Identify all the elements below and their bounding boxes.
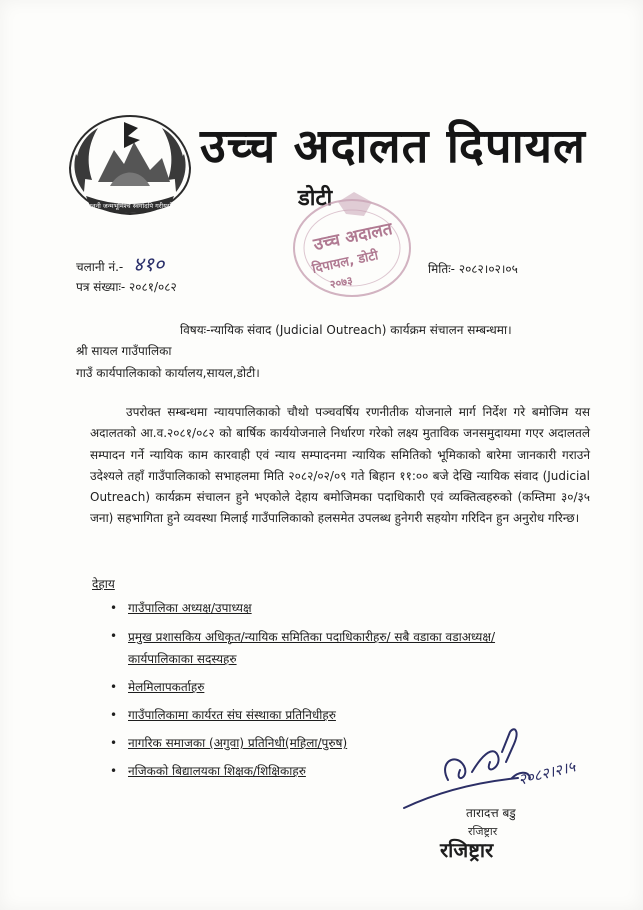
date-label: मितिः- (428, 262, 455, 276)
dispatch-number: ४१० (133, 252, 165, 276)
signature-date: २०८२।२।५ (516, 757, 578, 789)
letter-date (428, 260, 518, 277)
letter-label: पत्र संख्याः- (76, 280, 126, 294)
letter-number-row (76, 277, 177, 297)
reference-block (76, 254, 177, 297)
body-text: उपरोक्त सम्बन्धमा न्यायपालिकाको चौथो पञ्चवर्षिय रणनीतीक योजनाले मार्ग निर्देश गरे बमोजिम यस अदालतको आ.व.२०८१/०८२ को बार्षिक कार्ययोजनाले निर्धारण गरेको लक्ष्य मुताविक जनसमुदायमा गएर अदालतले सम्पादन गर्ने न्यायिक काम कारवाही एवं न्याय सम्पादनमा न्यायिक समितिको भूमिकाको बारेमा जानकारी गराउने उदेश्यले तहाँ गाउँपालिकाको सभाहलमा मिति २०८२/०२/०९ गते बिहान ११:०० बजे देखि न्यायिक संवाद (Judicial Outreach) कार्यक्रम संचालन हुने भएकोले देहाय बमोजिमका पदाधिकारी एवं व्यक्तित्वहरुको (कम्तिमा ३०/३५ जना) सहभागिता हुने व्यवस्था मिलाई गाउँपालिकाको हलसमेत उपलब्ध हुनेगरी सहयोग गरिदिन हुन अनुरोध गरिन्छ। (90, 405, 590, 526)
list-item: • गाउँपालिका अध्यक्ष/उपाध्यक्ष (110, 598, 498, 619)
signer-title: रजिष्ट्रार (440, 838, 494, 862)
body-paragraph (90, 402, 590, 530)
nepal-emblem-icon (58, 108, 202, 220)
list-item: • नागरिक समाजका (अगुवा) प्रतिनिधी(महिला/पुरुष) (110, 733, 498, 754)
district-name: डोटी (298, 186, 333, 211)
bullet-icon: • (110, 680, 118, 694)
cc-label: देहाय (92, 577, 115, 591)
addressee-line-2: गाउँ कार्यपालिकाको कार्यालय,सायल,डोटी। (76, 366, 260, 380)
seal-line-1: उच्च अदालत (311, 219, 395, 256)
court-title: उच्च अदालत दिपायल (200, 119, 586, 174)
bullet-icon: • (110, 629, 118, 643)
seal-line-2: दिपायल, डोटी (310, 248, 380, 277)
dispatch-label: चलानी नं.- (76, 260, 124, 274)
bullet-icon: • (110, 764, 118, 778)
list-item: • गाउँपालिकामा कार्यरत संघ संस्थाका प्रतिनिधीहरु (110, 705, 498, 726)
date-value: २०८२।०२।०५ (458, 262, 518, 276)
bullet-icon: • (110, 736, 118, 750)
letter-number: २०८१/०८२ (129, 280, 177, 294)
official-seal-stamp (282, 188, 422, 308)
emblem-motto: जननी जन्मभूमिश्च स्वर्गादपि गरीयसी (87, 202, 173, 210)
list-item: • नजिकको बिद्यालयका शिक्षक/शिक्षिकाहरु (110, 761, 498, 782)
subject-line: विषयः-न्यायिक संवाद (Judicial Outreach) कार्यक्रम संचालन सम्बन्धमा। (180, 323, 512, 337)
list-item: • प्रमुख प्रशासकिय अधिकृत/न्यायिक समितिका पदाधिकारीहरु/ सबै वडाका वडाअध्यक्ष/कार्यपालिकाका सदस्यहरु (110, 626, 498, 670)
seal-line-3: २०७३ (328, 273, 354, 292)
signer-name: तारादत्त बडु (466, 806, 516, 820)
signer-title-small: रजिष्ट्रार (468, 825, 498, 838)
addressee-block (76, 340, 260, 384)
dispatch-number-row (76, 254, 177, 277)
addressee-line-1: श्री सायल गाउँपालिका (76, 344, 172, 358)
list-item: • मेलमिलापकर्ताहरु (110, 677, 498, 698)
bullet-icon: • (110, 601, 118, 615)
bullet-icon: • (110, 708, 118, 722)
